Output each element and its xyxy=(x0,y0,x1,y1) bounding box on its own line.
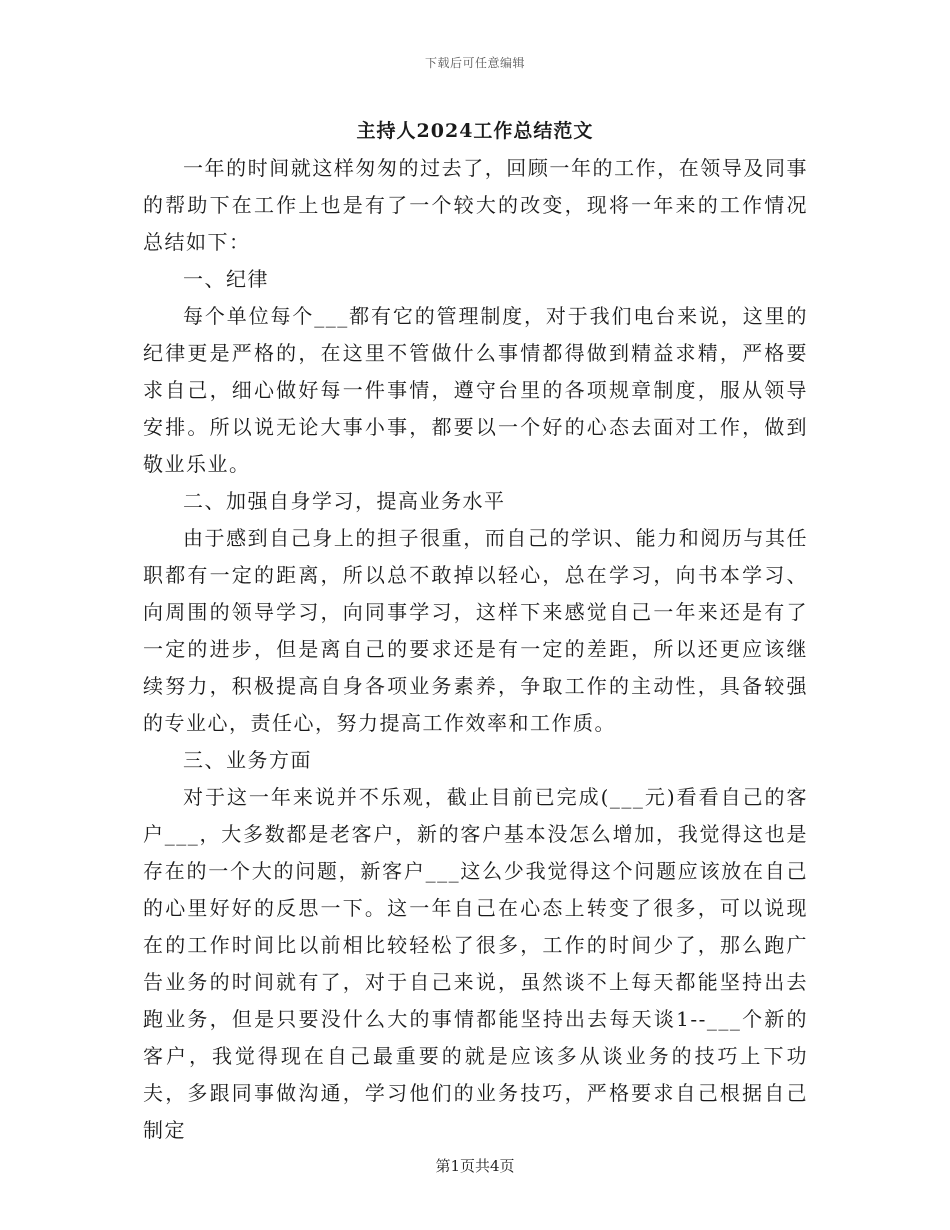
document-body xyxy=(143,150,808,1149)
page-indicator: 第1页共4页 xyxy=(435,1157,515,1175)
section-heading-business: 三、业务方面 xyxy=(183,748,312,772)
section-heading-discipline: 一、纪律 xyxy=(183,267,269,291)
section-heading-study: 二、加强自身学习，提高业务水平 xyxy=(183,489,506,513)
header-note: 下载后可任意编辑 xyxy=(424,56,525,70)
discipline-paragraph: 每个单位每个___都有它的管理制度，对于我们电台来说，这里的纪律更是严格的，在这里不管做什么事情都得做到精益求精，严格要求自己，细心做好每一件事情，遵守台里的各项规章制度，服从领导安排。所以说无论大事小事，都要以一个好的心态去面对工作，做到敬业乐业。 xyxy=(143,304,808,476)
document-title: 主持人2024工作总结范文 xyxy=(356,120,594,142)
study-paragraph: 由于感到自己身上的担子很重，而自己的学识、能力和阅历与其任职都有一定的距离，所以总不敢掉以轻心，总在学习，向书本学习、向周围的领导学习，向同事学习，这样下来感觉自己一年来还是有了一定的进步，但是离自己的要求还是有一定的差距，所以还更应该继续努力，积极提高自身各项业务素养，争取工作的主动性，具备较强的专业心，责任心，努力提高工作效率和工作质。 xyxy=(143,526,808,735)
business-paragraph: 对于这一年来说并不乐观，截止目前已完成(___元)看看自己的客户___，大多数都是老客户，新的客户基本没怎么增加，我觉得这也是存在的一个大的问题，新客户___这么少我觉得这个问题应该放在自己的心里好好的反思一下。这一年自己在心态上转变了很多，可以说现在的工作时间比以前相比较轻松了很多，工作的时间少了，那么跑广告业务的时间就有了，对于自己来说，虽然谈不上每天都能坚持出去跑业务，但是只要没什么大的事情都能坚持出去每天谈1--___个新的客户，我觉得现在自己最重要的就是应该多从谈业务的技巧上下功夫，多跟同事做沟通，学习他们的业务技巧，严格要求自己根据自己制定 xyxy=(143,785,808,1142)
intro-paragraph: 一年的时间就这样匆匆的过去了，回顾一年的工作，在领导及同事的帮助下在工作上也是有了一个较大的改变，现将一年来的工作情况总结如下： xyxy=(143,156,808,254)
